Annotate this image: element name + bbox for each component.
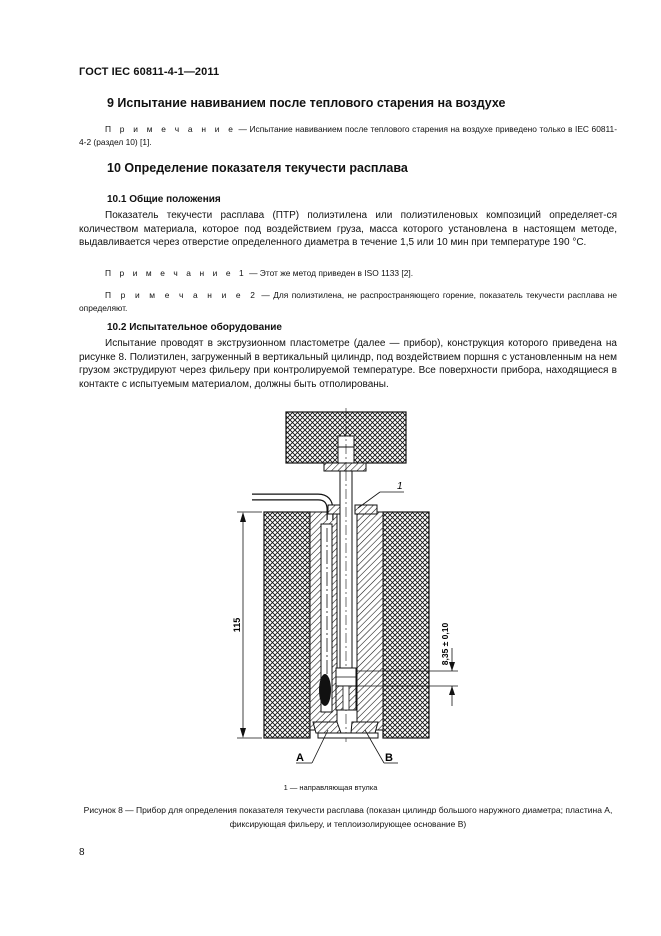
note-1-text: — Этот же метод приведен в ISO 1133 [2]. <box>246 268 414 278</box>
document-code: ГОСТ IEC 60811-4-1—2011 <box>79 66 220 78</box>
dimension-orifice-label: 8,35 ± 0,10 <box>440 622 450 666</box>
subsection-10-2-text: Испытание проводят в экструзионном пластометре (далее — прибор), конструкция которого приведена на рисунке 8. Полиэтилен, загруженный в вертикальный цилиндр, под воздействием поршня с установленным на нем грузом экструдируют через фильеру при контролируемой температуре. Все поверхности прибора, находящиеся в контакте с испытуемым материалом, должны быть отполированы. <box>79 338 617 390</box>
note-label: П р и м е ч а н и е <box>105 124 236 134</box>
piston-rod <box>340 471 352 676</box>
cylinder-wall-right <box>357 512 383 730</box>
note-2-label: П р и м е ч а н и е 2 <box>105 290 258 300</box>
label-a: А <box>296 752 304 764</box>
note-1-label: П р и м е ч а н и е 1 <box>105 268 247 278</box>
note-2 <box>79 289 617 314</box>
insulation-right <box>383 512 429 738</box>
note-text: — Испытание навиванием после теплового старения на воздухе приведено только в IEC 60811-4-2 (раздел 10) [1]. <box>79 124 617 147</box>
subsection-10-2-title: 10.2 Испытательное оборудование <box>107 322 282 333</box>
thermometer <box>319 524 332 712</box>
callout-1-label: 1 <box>397 481 403 492</box>
figure-legend: 1 — направляющая втулка <box>283 783 378 792</box>
note-2-text: — Для полиэтилена, не распространяющего горение, показатель текучести расплава не определяют. <box>79 290 617 313</box>
subsection-10-1-text: Показатель текучести расплава (ПТР) полиэтилена или полиэтиленовых композиций определяет-ся количеством материала, которое под воздействием груза, масса которого установлена в настоящем методе, выдавливается через отверстие определенного диаметра в течение 1,5 или 10 мин при температуре 190 °С. <box>79 210 617 249</box>
section-10-title: 10 Определение показателя текучести расплава <box>107 161 408 175</box>
subsection-10-1-title: 10.1 Общие положения <box>107 194 221 205</box>
section-9-title: 9 Испытание навиванием после теплового старения на воздухе <box>107 96 506 110</box>
insulation-left <box>264 512 310 738</box>
page-number: 8 <box>79 847 85 858</box>
label-b: В <box>385 752 393 764</box>
figure-caption: Рисунок 8 — Прибор для определения показателя текучести расплава (показан цилиндр большого наружного диаметра; пластина А, фиксирующая фильеру, и теплоизолирующее основание В) <box>83 805 613 829</box>
figure-8-drawing <box>225 400 475 775</box>
piston-tip <box>336 668 356 686</box>
note-1 <box>79 267 617 280</box>
section-9-note <box>79 123 617 148</box>
dimension-height-label: 115 <box>232 617 242 633</box>
die-orifice <box>336 686 356 710</box>
